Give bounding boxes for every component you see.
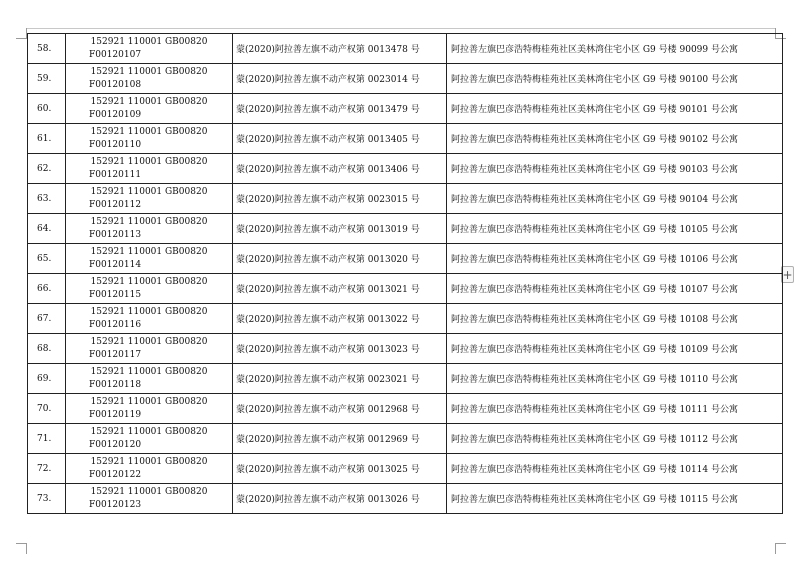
certificate-number: 蒙(2020)阿拉善左旗不动产权第 0013021 号 (233, 274, 447, 304)
property-address: 阿拉善左旗巴彦浩特梅桂苑社区美林湾住宅小区 G9 号楼 10109 号公寓 (447, 334, 783, 364)
unit-code-line2: F00120118 (89, 379, 142, 390)
certificate-number: 蒙(2020)阿拉善左旗不动产权第 0013020 号 (233, 244, 447, 274)
unit-code-cell (66, 34, 233, 64)
table-row (28, 364, 783, 394)
certificate-number: 蒙(2020)阿拉善左旗不动产权第 0013025 号 (233, 454, 447, 484)
certificate-number: 蒙(2020)阿拉善左旗不动产权第 0012968 号 (233, 394, 447, 424)
unit-code-line1: 152921 110001 GB00820 (90, 276, 208, 287)
certificate-number: 蒙(2020)阿拉善左旗不动产权第 0023015 号 (233, 184, 447, 214)
table-row (28, 214, 783, 244)
unit-code-line1: 152921 110001 GB00820 (90, 336, 208, 347)
unit-code-line2: F00120107 (89, 49, 142, 60)
table-row (28, 124, 783, 154)
unit-code-line1: 152921 110001 GB00820 (90, 306, 208, 317)
property-address: 阿拉善左旗巴彦浩特梅桂苑社区美林湾住宅小区 G9 号楼 10111 号公寓 (447, 394, 783, 424)
unit-code-cell (66, 334, 233, 364)
table-row (28, 274, 783, 304)
property-address: 阿拉善左旗巴彦浩特梅桂苑社区美林湾住宅小区 G9 号楼 10106 号公寓 (447, 244, 783, 274)
row-number: 68. (28, 334, 66, 364)
row-number: 72. (28, 454, 66, 484)
property-records-table (27, 33, 783, 514)
certificate-number: 蒙(2020)阿拉善左旗不动产权第 0013019 号 (233, 214, 447, 244)
property-address: 阿拉善左旗巴彦浩特梅桂苑社区美林湾住宅小区 G9 号楼 90104 号公寓 (447, 184, 783, 214)
certificate-number: 蒙(2020)阿拉善左旗不动产权第 0023014 号 (233, 64, 447, 94)
unit-code-line2: F00120119 (89, 409, 142, 420)
unit-code-cell (66, 244, 233, 274)
unit-code-cell (66, 424, 233, 454)
unit-code-line2: F00120112 (89, 199, 142, 210)
table-row (28, 424, 783, 454)
table-row (28, 394, 783, 424)
unit-code-line1: 152921 110001 GB00820 (90, 366, 208, 377)
row-number: 70. (28, 394, 66, 424)
unit-code-line1: 152921 110001 GB00820 (90, 396, 208, 407)
property-address: 阿拉善左旗巴彦浩特梅桂苑社区美林湾住宅小区 G9 号楼 90101 号公寓 (447, 94, 783, 124)
row-number: 61. (28, 124, 66, 154)
row-number: 59. (28, 64, 66, 94)
unit-code-line1: 152921 110001 GB00820 (90, 156, 208, 167)
unit-code-cell (66, 364, 233, 394)
certificate-number: 蒙(2020)阿拉善左旗不动产权第 0013406 号 (233, 154, 447, 184)
unit-code-cell (66, 304, 233, 334)
add-row-button[interactable]: + (782, 268, 793, 282)
unit-code-line1: 152921 110001 GB00820 (90, 246, 208, 257)
table-row (28, 184, 783, 214)
unit-code-line2: F00120122 (89, 469, 142, 480)
unit-code-line1: 152921 110001 GB00820 (90, 66, 208, 77)
property-address: 阿拉善左旗巴彦浩特梅桂苑社区美林湾住宅小区 G9 号楼 10107 号公寓 (447, 274, 783, 304)
property-address: 阿拉善左旗巴彦浩特梅桂苑社区美林湾住宅小区 G9 号楼 90099 号公寓 (447, 34, 783, 64)
unit-code-line1: 152921 110001 GB00820 (90, 36, 208, 47)
row-number: 71. (28, 424, 66, 454)
table-row (28, 334, 783, 364)
row-number: 60. (28, 94, 66, 124)
table-row (28, 454, 783, 484)
property-address: 阿拉善左旗巴彦浩特梅桂苑社区美林湾住宅小区 G9 号楼 10108 号公寓 (447, 304, 783, 334)
unit-code-line1: 152921 110001 GB00820 (90, 486, 208, 497)
unit-code-cell (66, 64, 233, 94)
page-corner-mark (16, 28, 27, 39)
certificate-number: 蒙(2020)阿拉善左旗不动产权第 0013026 号 (233, 484, 447, 514)
unit-code-line2: F00120116 (89, 319, 142, 330)
unit-code-line1: 152921 110001 GB00820 (90, 96, 208, 107)
table-row (28, 34, 783, 64)
certificate-number: 蒙(2020)阿拉善左旗不动产权第 0023021 号 (233, 364, 447, 394)
row-number: 63. (28, 184, 66, 214)
row-number: 69. (28, 364, 66, 394)
property-address: 阿拉善左旗巴彦浩特梅桂苑社区美林湾住宅小区 G9 号楼 90100 号公寓 (447, 64, 783, 94)
page-top-edge (27, 28, 775, 29)
property-address: 阿拉善左旗巴彦浩特梅桂苑社区美林湾住宅小区 G9 号楼 90103 号公寓 (447, 154, 783, 184)
page-corner-mark (16, 543, 27, 554)
table-row (28, 154, 783, 184)
row-number: 65. (28, 244, 66, 274)
property-address: 阿拉善左旗巴彦浩特梅桂苑社区美林湾住宅小区 G9 号楼 10112 号公寓 (447, 424, 783, 454)
property-address: 阿拉善左旗巴彦浩特梅桂苑社区美林湾住宅小区 G9 号楼 10110 号公寓 (447, 364, 783, 394)
unit-code-cell (66, 184, 233, 214)
unit-code-line2: F00120123 (89, 499, 142, 510)
unit-code-cell (66, 274, 233, 304)
unit-code-line2: F00120109 (89, 109, 142, 120)
certificate-number: 蒙(2020)阿拉善左旗不动产权第 0012969 号 (233, 424, 447, 454)
row-number: 62. (28, 154, 66, 184)
unit-code-cell (66, 124, 233, 154)
table-row (28, 64, 783, 94)
unit-code-line2: F00120120 (89, 439, 142, 450)
table-row (28, 304, 783, 334)
unit-code-cell (66, 394, 233, 424)
certificate-number: 蒙(2020)阿拉善左旗不动产权第 0013478 号 (233, 34, 447, 64)
unit-code-cell (66, 94, 233, 124)
property-address: 阿拉善左旗巴彦浩特梅桂苑社区美林湾住宅小区 G9 号楼 10114 号公寓 (447, 454, 783, 484)
certificate-number: 蒙(2020)阿拉善左旗不动产权第 0013022 号 (233, 304, 447, 334)
unit-code-line1: 152921 110001 GB00820 (90, 216, 208, 227)
table-row (28, 484, 783, 514)
certificate-number: 蒙(2020)阿拉善左旗不动产权第 0013479 号 (233, 94, 447, 124)
table-row (28, 94, 783, 124)
certificate-number: 蒙(2020)阿拉善左旗不动产权第 0013023 号 (233, 334, 447, 364)
unit-code-cell (66, 484, 233, 514)
page-corner-mark (775, 543, 786, 554)
row-number: 67. (28, 304, 66, 334)
row-number: 73. (28, 484, 66, 514)
property-address: 阿拉善左旗巴彦浩特梅桂苑社区美林湾住宅小区 G9 号楼 90102 号公寓 (447, 124, 783, 154)
unit-code-line1: 152921 110001 GB00820 (90, 186, 208, 197)
certificate-number: 蒙(2020)阿拉善左旗不动产权第 0013405 号 (233, 124, 447, 154)
property-address: 阿拉善左旗巴彦浩特梅桂苑社区美林湾住宅小区 G9 号楼 10105 号公寓 (447, 214, 783, 244)
row-number: 64. (28, 214, 66, 244)
unit-code-line2: F00120115 (89, 289, 142, 300)
unit-code-line2: F00120117 (89, 349, 142, 360)
unit-code-cell (66, 214, 233, 244)
unit-code-line1: 152921 110001 GB00820 (90, 426, 208, 437)
property-address: 阿拉善左旗巴彦浩特梅桂苑社区美林湾住宅小区 G9 号楼 10115 号公寓 (447, 484, 783, 514)
row-number: 58. (28, 34, 66, 64)
unit-code-line2: F00120113 (89, 229, 142, 240)
unit-code-line2: F00120114 (89, 259, 142, 270)
unit-code-cell (66, 454, 233, 484)
unit-code-line2: F00120110 (89, 139, 142, 150)
unit-code-line1: 152921 110001 GB00820 (90, 456, 208, 467)
table-row (28, 244, 783, 274)
unit-code-line2: F00120108 (89, 79, 142, 90)
unit-code-cell (66, 154, 233, 184)
row-number: 66. (28, 274, 66, 304)
table-body (28, 34, 783, 514)
unit-code-line1: 152921 110001 GB00820 (90, 126, 208, 137)
unit-code-line2: F00120111 (89, 169, 142, 180)
